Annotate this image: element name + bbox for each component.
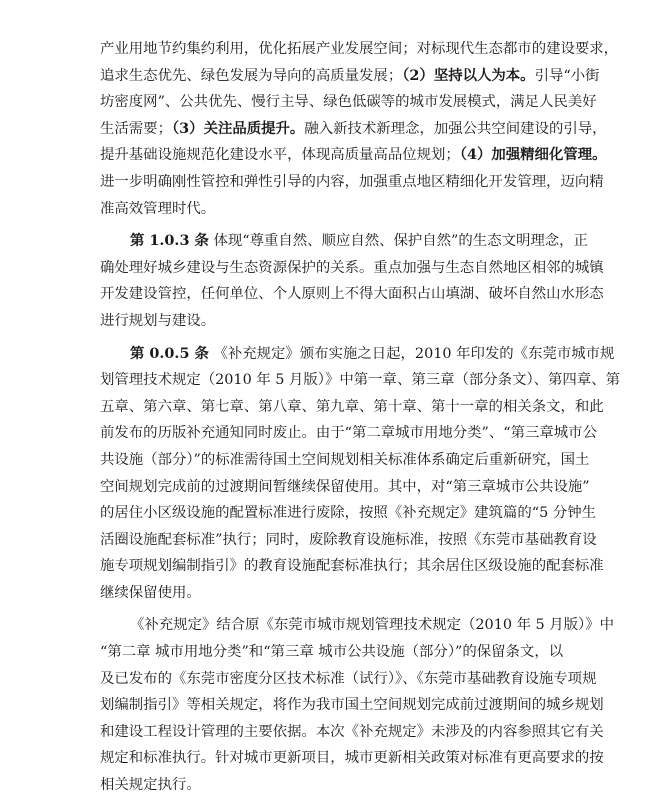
article-number: 第 0.0.5 条 — [130, 344, 209, 362]
text-line: 规定和标准执行。针对城市更新项目，城市更新相关政策对标准有更高要求的按 — [100, 750, 604, 767]
text-line: 空间规划完成前的过渡期间暂继续保留使用。其中，对“第三章城市公共设施” — [100, 478, 590, 495]
text-line: 的居住小区级设施的配置标准进行废除，按照《补充规定》建筑篇的“5 分钟生 — [100, 505, 596, 522]
text-line: 相关规定执行。 — [100, 777, 201, 794]
principle-quality: （3）关注品质提升。 — [171, 119, 305, 137]
text-line: 五章、第六章、第七章、第八章、第九章、第十章、第十一章的相关条文，和此 — [100, 398, 604, 415]
text-line: 进行规划与建设。 — [100, 312, 216, 329]
text-run: 生活需要； — [100, 120, 172, 137]
text-line — [100, 228, 588, 255]
text-line: 施专项规划编制指引》的教育设施配套标准执行；其余居住区级设施的配套标准 — [100, 558, 604, 575]
text-line: 《补充规定》结合原《东莞市城市规划管理技术规定（2010 年 5 月版）》中 — [130, 617, 615, 634]
text-run: 《补充规定》颁布实施之日起，2010 年印发的《东莞市城市规 — [208, 345, 615, 362]
text-line: 准高效管理时代。 — [100, 200, 216, 217]
text-line: “第二章 城市用地分类”和“第三章 城市公共设施（部分）”的保留条文，以 — [100, 644, 564, 661]
paragraph-article-1-0-3 — [100, 228, 604, 334]
text-line: 进一步明确刚性管控和弹性引导的内容，加强重点地区精细化开发管理，迈向精 — [100, 173, 604, 190]
text-line: 和建设工程设计管理的主要依据。本次《补充规定》未涉及的内容参照其它有关 — [100, 723, 604, 740]
text-run: 体现“尊重自然、顺应自然、保护自然”的生态文明理念，正 — [208, 233, 588, 250]
text-line: 坊密度网”、公共优先、慢行主导、绿色低碳等的城市发展模式，满足人民美好 — [100, 94, 597, 111]
text-line: 前发布的历版补充通知同时废止。由于“第二章城市用地分类”、“第三章城市公 — [100, 425, 597, 442]
text-line: 产业用地节约集约利用，优化拓展产业发展空间；对标现代生态都市的建设要求， — [100, 41, 619, 57]
paragraph-supplement — [100, 612, 615, 798]
text-line: 划管理技术规定（2010 年 5 月版）》中第一章、第三章（部分条文）、第四章、第 — [100, 372, 620, 389]
principle-people-oriented: （2）坚持以人为本。 — [402, 66, 535, 84]
text-line: 开发建设管控，任何单位、个人原则上不得大面积占山填湖、破坏自然山水形态 — [100, 286, 604, 303]
text-line — [100, 63, 600, 90]
text-run: 融入新技术新理念，加强公共空间建设的引导， — [304, 120, 607, 137]
text-run: 追求生态优先、绿色发展为导向的高质量发展； — [100, 67, 403, 84]
text-line: 继续保留使用。 — [100, 584, 201, 601]
text-line: 确处理好城乡建设与生态资源保护的关系。重点加强与生态自然地区相邻的城镇 — [100, 259, 604, 276]
text-run: 引导“小街 — [534, 67, 600, 84]
document-page — [100, 36, 620, 799]
principle-fine-management: （4）加强精细化管理。 — [459, 146, 607, 164]
article-number: 第 1.0.3 条 — [130, 232, 209, 250]
text-line: 划编制指引》等相关规定，将作为我市国土空间规划完成前过渡期间的城乡规划 — [100, 697, 604, 714]
text-run: 提升基础设施规范化建设水平，体现高质量高品位规划； — [100, 147, 460, 164]
paragraph-principles — [100, 36, 619, 222]
text-line: 及已发布的《东莞市密度分区技术标准（试行）》、《东莞市基础教育设施专项规 — [100, 670, 597, 687]
text-line — [100, 142, 607, 169]
text-line — [100, 341, 615, 368]
text-line — [100, 116, 607, 143]
text-line: 活圈设施配套标准”执行；同时，废除教育设施标准，按照《东莞市基础教育设 — [100, 531, 597, 548]
paragraph-article-0-0-5 — [100, 341, 620, 607]
text-line: 共设施（部分）”的标准需待国土空间规划相关标准体系确定后重新研究，国土 — [100, 451, 590, 468]
